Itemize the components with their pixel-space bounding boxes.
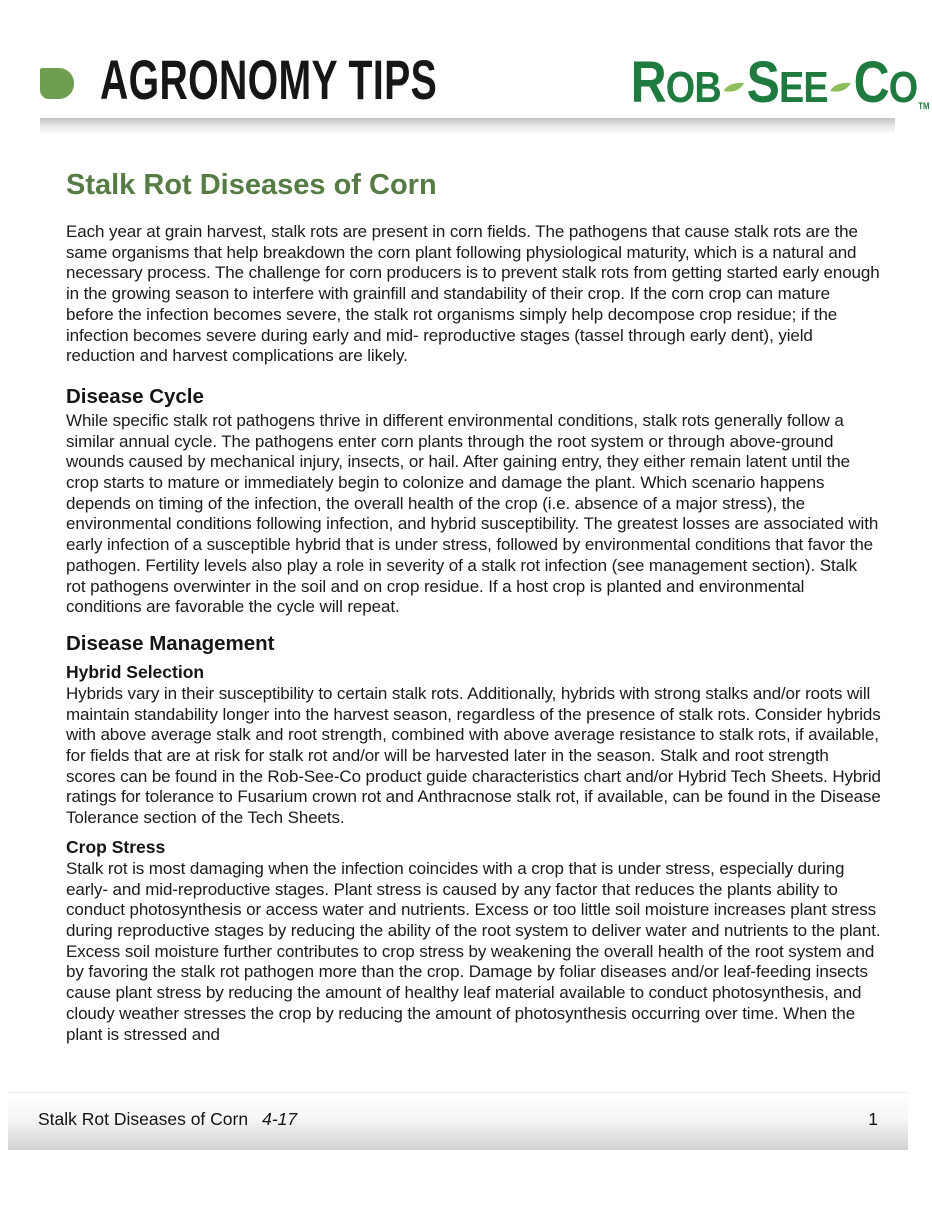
- page-number: 1: [868, 1109, 878, 1129]
- leaf-block-icon: [40, 68, 74, 99]
- leaf-icon: [722, 80, 744, 101]
- trademark-symbol: TM: [917, 101, 929, 111]
- logo-word-see-rest: EE: [778, 63, 828, 112]
- logo-word-rob-cap: R: [630, 50, 666, 115]
- logo-word-rob-rest: OB: [665, 63, 721, 112]
- footer-doc-code: 4-17: [262, 1109, 298, 1129]
- logo-word-co-rest: O: [888, 63, 917, 112]
- hybrid-selection-paragraph: Hybrids vary in their susceptibility to certain stalk rots. Additionally, hybrids with strong stalks and/or roots will maintain standability longer into the harvest season, regardless of the presence of stalk rots. Consider hybrids with above average stalk and root strength, combined with above average resistance to stalk rots, if available, for fields that are at risk for stalk rot and/or will be harvested later in the season. Stalk and root strength scores can be found in the Rob-See-Co product guide characteristics chart and/or Hybrid Tech Sheets. Hybrid ratings for tolerance to Fusarium crown rot and Anthracnose stalk rot, if available, can be found in the Disease Tolerance section of the Tech Sheets.: [66, 683, 881, 828]
- crop-stress-paragraph: Stalk rot is most damaging when the infection coincides with a crop that is under stress, especially during early- and mid-reproductive stages. Plant stress is caused by any factor that reduces the plants ability to conduct photosynthesis or access water and nutrients. Excess or too little soil moisture increases plant stress during reproductive stages by reducing the ability of the root system to deliver water and nutrients to the plant. Excess soil moisture further contributes to crop stress by weakening the overall health of the root system and by favoring the stalk rot pathogen more than the crop. Damage by foliar diseases and/or leaf-feeding insects cause plant stress by reducing the amount of healthy leaf material available to conduct photosynthesis, and cloudy weather stresses the crop by reducing the amount of photosynthesis occurring over time. When the plant is stressed and: [66, 858, 881, 1044]
- logo-word-co-cap: C: [853, 50, 889, 115]
- section-heading-disease-cycle: Disease Cycle: [66, 384, 204, 408]
- footer-doc-title: Stalk Rot Diseases of Corn: [38, 1109, 249, 1129]
- page-footer: [8, 1092, 908, 1150]
- intro-paragraph: Each year at grain harvest, stalk rots are present in corn fields. The pathogens that cause stalk rots are the same organisms that help breakdown the corn plant following physiological maturity, which is a natural and necessary process. The challenge for corn producers is to prevent stalk rots from getting started early enough in the growing season to interfere with grainfill and standability of their crop. If the corn crop can mature before the infection becomes severe, the stalk rot organisms simply help decompose crop residue; if the infection becomes severe during early and mid- reproductive stages (tassel through early dent), yield reduction and harvest complications are likely.: [66, 222, 880, 366]
- section-heading-disease-management: Disease Management: [66, 631, 275, 655]
- subsection-heading-hybrid-selection: Hybrid Selection: [66, 661, 205, 682]
- masthead-title: AGRONOMY TIPS: [100, 48, 438, 111]
- masthead: [40, 48, 582, 111]
- page-header: [40, 48, 929, 115]
- disease-cycle-paragraph: While specific stalk rot pathogens thrive in different environmental conditions, stalk rots generally follow a similar annual cycle. The pathogens enter corn plants through the root system or through above-ground wounds caused by mechanical injury, insects, or hail. After gaining entry, they either remain latent until the crop starts to mature or immediately begin to colonize and damage the plant. Which scenario happens depends on timing of the infection, the overall health of the crop (i.e. absence of a major stress), the environmental conditions following infection, and hybrid susceptibility. The greatest losses are associated with early infection of a susceptible hybrid that is under stress, followed by environmental conditions that favor the pathogen. Fertility levels also play a role in severity of a stalk rot infection (see management section). Stalk rot pathogens overwinter in the soil and on crop residue. If a host crop is planted and environmental conditions are favorable the cycle will repeat.: [66, 410, 879, 617]
- article-body: [66, 168, 881, 1045]
- header-divider: [40, 118, 895, 134]
- leaf-icon: [829, 80, 851, 101]
- footer-title-group: [38, 1109, 297, 1130]
- subsection-heading-crop-stress: Crop Stress: [66, 836, 166, 857]
- robseeco-logo: [630, 50, 929, 115]
- logo-word-see-cap: S: [746, 50, 779, 115]
- article-title: Stalk Rot Diseases of Corn: [66, 169, 437, 201]
